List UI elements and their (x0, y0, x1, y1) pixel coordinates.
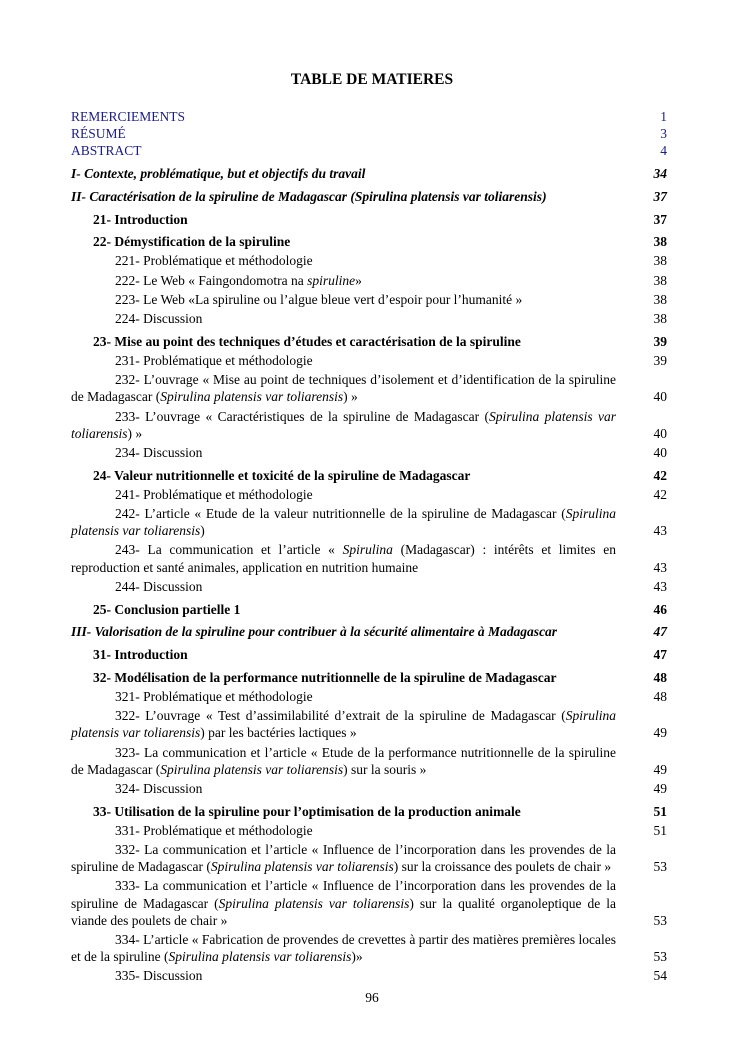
toc-entry-page: 1 (660, 109, 667, 124)
toc-link-entry[interactable] (71, 108, 667, 125)
toc-entry-page: 51 (653, 803, 667, 819)
toc-entry-page: 37 (653, 188, 667, 204)
toc-entry-text: 244- Discussion (115, 578, 203, 594)
toc-entry-page: 39 (653, 352, 667, 368)
toc-entry-text: 323- La communication et l’article « Etude de la performance nutritionnelle de la spiruline de Madagascar (Spirulina platensis var toliarensis) sur la souris » (71, 744, 616, 777)
toc-entry (71, 352, 667, 369)
toc-entry (71, 211, 667, 228)
toc-entry (71, 371, 667, 405)
toc-entry-text: 332- La communication et l’article « Influence de l’incorporation dans les provendes de la spiruline de Madagascar (Spirulina platensis var toliarensis) sur la croissance des poulets de chair » (71, 842, 616, 875)
toc-entry-text: 33- Utilisation de la spiruline pour l’optimisation de la production animale (93, 803, 521, 819)
toc-entry (71, 252, 667, 269)
toc-entry-text: 32- Modélisation de la performance nutritionnelle de la spiruline de Madagascar (93, 669, 557, 685)
toc-entry-page: 47 (653, 624, 667, 640)
toc-entry-text: 322- L’ouvrage « Test d’assimilabilité d’extrait de la spiruline de Madagascar (Spirulina platensis var toliarensis) par les bactéries lactiques » (71, 708, 616, 741)
toc-entry-page: 49 (653, 761, 667, 777)
toc-entry-page: 40 (653, 425, 667, 441)
toc-entry-text: 333- La communication et l’article « Influence de l’incorporation dans les provendes de la spiruline de Madagascar (Spirulina platensis var toliarensis) sur la qualité organoleptique de la viande des poulets de chair » (71, 878, 616, 928)
toc-entry-text: 321- Problématique et méthodologie (115, 688, 313, 704)
toc-entry (71, 333, 667, 350)
toc-entry-text: 242- L’article « Etude de la valeur nutritionnelle de la spiruline de Madagascar (Spirulina platensis var toliarensis) (71, 506, 616, 539)
toc-entry-text: 221- Problématique et méthodologie (115, 253, 313, 269)
toc-entry-text: 335- Discussion (115, 968, 203, 984)
toc-entry (71, 165, 667, 182)
toc-entry (71, 646, 667, 663)
toc-entry-text: 243- La communication et l’article « Spirulina (Madagascar) : intérêts et limites en reproduction et santé animales, application en nutrition humaine (71, 542, 616, 575)
toc-entry-text: 331- Problématique et méthodologie (115, 822, 313, 838)
toc-entry-text: 231- Problématique et méthodologie (115, 352, 313, 368)
toc-entry-page: 38 (653, 234, 667, 250)
toc-entry-page: 54 (653, 968, 667, 984)
toc-entry-page: 38 (653, 291, 667, 307)
toc-entry-text: 232- L’ouvrage « Mise au point de techniques d’isolement et d’identification de la spiruline de Madagascar (Spirulina platensis var toliarensis) » (71, 372, 616, 405)
toc-entry-page: 4 (660, 143, 667, 159)
toc-entry-page: 46 (653, 601, 667, 617)
toc-link-entry[interactable] (71, 125, 667, 142)
toc-entry (71, 841, 667, 875)
toc-entry-text: 224- Discussion (115, 311, 203, 327)
toc-entry (71, 601, 667, 618)
toc-entry (71, 272, 667, 289)
toc-entry-text: II- Caractérisation de la spiruline de Madagascar (Spirulina platensis var toliarensis) (71, 188, 547, 204)
toc-entry-page: 37 (653, 211, 667, 227)
toc-entry (71, 780, 667, 797)
toc-entry (71, 505, 667, 539)
toc-entry-page: 49 (653, 725, 667, 741)
toc-entry (71, 822, 667, 839)
toc-entry (71, 233, 667, 250)
toc-entry-page: 38 (653, 311, 667, 327)
toc-entry-page: 43 (653, 578, 667, 594)
table-of-contents (71, 108, 667, 985)
toc-entry-page: 43 (653, 559, 667, 575)
toc-entry (71, 444, 667, 461)
toc-entry (71, 623, 667, 640)
toc-entry-text: 24- Valeur nutritionnelle et toxicité de la spiruline de Madagascar (93, 467, 471, 483)
toc-entry-text: 234- Discussion (115, 444, 203, 460)
toc-entry (71, 188, 667, 205)
toc-entry (71, 803, 667, 820)
toc-entry (71, 967, 667, 984)
toc-entry (71, 931, 667, 965)
toc-entry (71, 744, 667, 778)
toc-entry-page: 53 (653, 949, 667, 965)
page-number: 96 (365, 990, 379, 1005)
toc-entry-page: 49 (653, 780, 667, 796)
toc-entry-text: 25- Conclusion partielle 1 (93, 601, 241, 617)
toc-entry (71, 707, 667, 741)
toc-entry-page: 53 (653, 859, 667, 875)
toc-entry-text: RÉSUMÉ (71, 126, 126, 142)
toc-entry (71, 408, 667, 442)
toc-entry-page: 51 (653, 822, 667, 838)
toc-entry-page: 47 (653, 646, 667, 662)
toc-entry-text: 23- Mise au point des techniques d’études et caractérisation de la spiruline (93, 333, 521, 349)
toc-entry-page: 43 (653, 523, 667, 539)
toc-entry-text: 241- Problématique et méthodologie (115, 486, 313, 502)
toc-entry-text: 22- Démystification de la spiruline (93, 234, 291, 250)
toc-entry-page: 38 (653, 253, 667, 269)
toc-entry-page: 39 (653, 333, 667, 349)
toc-entry-page: 42 (653, 467, 667, 483)
toc-entry-text: 233- L’ouvrage « Caractéristiques de la spiruline de Madagascar (Spirulina platensis var toliarensis) » (71, 408, 616, 441)
toc-entry-page: 34 (653, 166, 667, 182)
toc-entry-text: 324- Discussion (115, 780, 203, 796)
toc-entry-text: 222- Le Web « Faingondomotra na spiruline» (115, 272, 362, 288)
toc-entry (71, 578, 667, 595)
toc-entry (71, 541, 667, 575)
toc-entry-text: 31- Introduction (93, 646, 188, 662)
toc-entry-text: 334- L’article « Fabrication de provendes de crevettes à partir des matières premières locales et de la spiruline (Spirulina platensis var toliarensis)» (71, 932, 616, 965)
toc-entry-page: 48 (653, 669, 667, 685)
toc-entry (71, 486, 667, 503)
toc-entry-text: 21- Introduction (93, 211, 188, 227)
toc-entry-page: 48 (653, 688, 667, 704)
toc-entry (71, 310, 667, 327)
toc-entry-page: 42 (653, 486, 667, 502)
toc-entry-page: 3 (660, 126, 667, 142)
toc-entry (71, 877, 667, 929)
toc-entry (71, 688, 667, 705)
toc-entry-text: 223- Le Web «La spiruline ou l’algue bleue vert d’espoir pour l’humanité » (115, 291, 523, 307)
toc-entry-page: 40 (653, 389, 667, 405)
toc-title: TABLE DE MATIERES (290, 71, 454, 88)
toc-entry (71, 291, 667, 308)
toc-entry-text: ABSTRACT (71, 143, 142, 159)
toc-link-entry[interactable] (71, 142, 667, 159)
toc-entry-page: 40 (653, 444, 667, 460)
toc-entry-text: I- Contexte, problématique, but et objectifs du travail (71, 166, 366, 182)
toc-entry-text: REMERCIEMENTS (71, 109, 186, 124)
toc-entry-text: III- Valorisation de la spiruline pour contribuer à la sécurité alimentaire à Madagascar (71, 624, 558, 640)
toc-entry-page: 38 (653, 272, 667, 288)
toc-entry-page: 53 (653, 912, 667, 928)
toc-entry (71, 669, 667, 686)
toc-entry (71, 467, 667, 484)
